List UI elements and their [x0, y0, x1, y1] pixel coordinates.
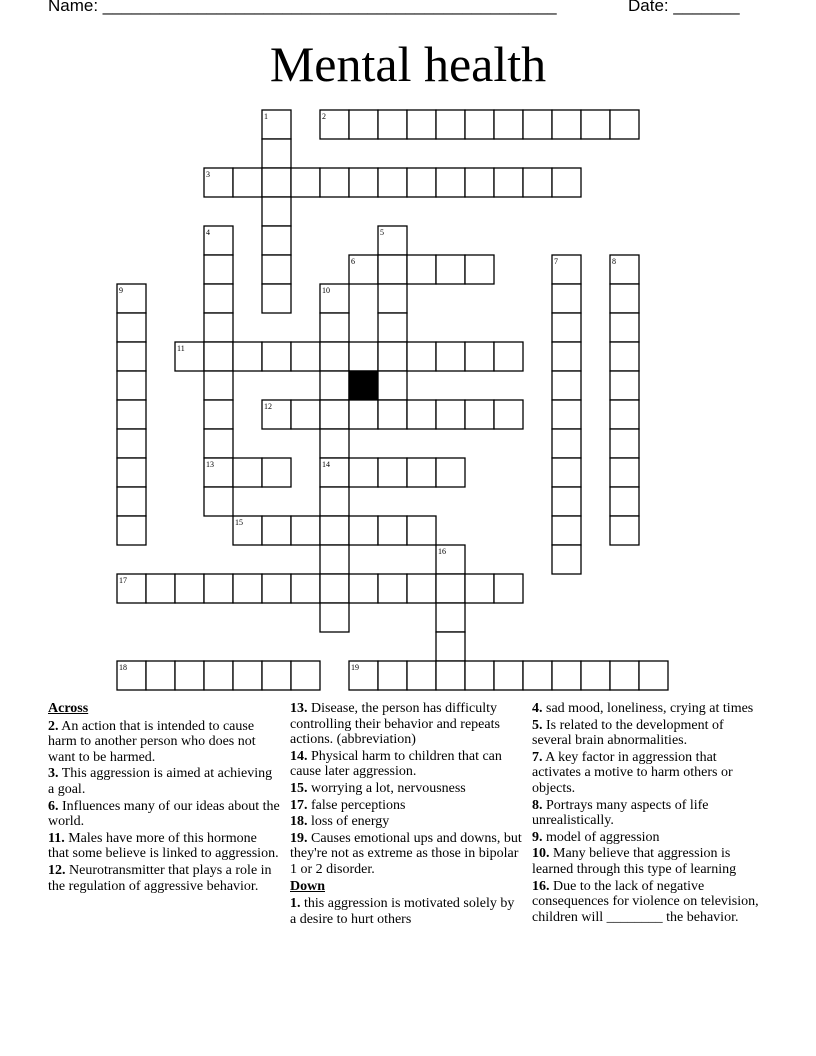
- clue-number: 5.: [532, 717, 543, 733]
- grid-cell[interactable]: [436, 545, 465, 574]
- clue-text: Due to the lack of negative consequences for violence on television, children will ________ the behavior.: [532, 878, 759, 925]
- page-title: Mental health: [269, 36, 547, 92]
- grid-cell[interactable]: [610, 400, 639, 429]
- grid-cell[interactable]: [523, 168, 552, 197]
- clue-item: [290, 701, 522, 748]
- grid-cell[interactable]: [204, 458, 233, 487]
- grid-cell[interactable]: [262, 400, 291, 429]
- clue-text: model of aggression: [542, 829, 660, 845]
- across-heading: Across: [48, 701, 89, 716]
- clue-text: Disease, the person has difficulty controlling their behavior and repeats actions. (abbreviation): [290, 701, 500, 748]
- cell-number: 7: [554, 257, 558, 266]
- grid-cell[interactable]: [610, 458, 639, 487]
- grid-cell[interactable]: [117, 458, 146, 487]
- grid-cell[interactable]: [552, 487, 581, 516]
- clue-item: [532, 798, 764, 829]
- cell-number: 4: [206, 228, 210, 237]
- clue-number: 11.: [48, 830, 65, 846]
- grid-cell[interactable]: [610, 313, 639, 342]
- grid-cell[interactable]: [117, 429, 146, 458]
- grid-cell[interactable]: [262, 574, 291, 603]
- clue-text: this aggression is motivated solely by a desire to hurt others: [290, 896, 515, 927]
- grid-cell[interactable]: [175, 661, 204, 690]
- grid-cell[interactable]: [320, 168, 349, 197]
- grid-cell[interactable]: [117, 371, 146, 400]
- cell-number: 15: [235, 518, 243, 527]
- grid-cell[interactable]: [436, 168, 465, 197]
- grid-cell[interactable]: [378, 168, 407, 197]
- clue-item: [532, 879, 764, 926]
- grid-cell[interactable]: [291, 661, 320, 690]
- grid-cell[interactable]: [494, 168, 523, 197]
- clue-number: 16.: [532, 878, 550, 894]
- grid-cell[interactable]: [204, 342, 233, 371]
- clue-number: 1.: [290, 896, 301, 912]
- clue-number: 9.: [532, 829, 543, 845]
- clue-text: An action that is intended to cause harm to another person who does not want to be harmed.: [48, 718, 256, 765]
- grid-cell[interactable]: [117, 313, 146, 342]
- grid-cell[interactable]: [204, 574, 233, 603]
- clue-item: [532, 830, 764, 846]
- grid-cell[interactable]: [320, 516, 349, 545]
- clue-item: [290, 749, 522, 780]
- cell-number: 3: [206, 170, 210, 179]
- grid-cell[interactable]: [552, 313, 581, 342]
- clue-column-2: [290, 701, 522, 928]
- grid-cell[interactable]: [262, 110, 291, 139]
- clue-item: [290, 896, 522, 927]
- grid-cell[interactable]: [117, 342, 146, 371]
- clue-text: Males have more of this hormone that some believe is linked to aggression.: [48, 830, 279, 862]
- grid-cell[interactable]: [233, 516, 262, 545]
- clue-number: 10.: [532, 846, 550, 862]
- grid-cell[interactable]: [378, 284, 407, 313]
- clue-text: Many believe that aggression is learned through this type of learning: [532, 846, 737, 877]
- grid-cell[interactable]: [378, 400, 407, 429]
- grid-cell[interactable]: [378, 110, 407, 139]
- grid-cell[interactable]: [320, 603, 349, 632]
- grid-cell[interactable]: [204, 429, 233, 458]
- grid-cell[interactable]: [349, 458, 378, 487]
- clue-text: Portrays many aspects of life unrealistically.: [532, 797, 709, 829]
- clue-item: [48, 799, 280, 830]
- grid-cell[interactable]: [552, 429, 581, 458]
- clue-number: 13.: [290, 701, 308, 716]
- clue-item: [290, 814, 522, 830]
- grid-cell[interactable]: [552, 400, 581, 429]
- grid-cell[interactable]: [320, 313, 349, 342]
- grid-cell[interactable]: [494, 110, 523, 139]
- grid-cell[interactable]: [436, 342, 465, 371]
- grid-cell[interactable]: [436, 632, 465, 661]
- clue-number: 18.: [290, 814, 308, 830]
- grid-cell[interactable]: [262, 661, 291, 690]
- grid-cell[interactable]: [552, 371, 581, 400]
- clue-text: Causes emotional ups and downs, but they're not as extreme as those in bipolar 1 or 2 disorder.: [290, 830, 522, 877]
- grid-cell[interactable]: [291, 400, 320, 429]
- clue-item: [290, 831, 522, 878]
- clue-item: [532, 750, 764, 797]
- clue-number: 14.: [290, 748, 308, 764]
- grid-cell[interactable]: [233, 574, 262, 603]
- grid-cell[interactable]: [436, 400, 465, 429]
- grid-cell[interactable]: [552, 168, 581, 197]
- grid-cell[interactable]: [436, 110, 465, 139]
- grid-cell[interactable]: [349, 661, 378, 690]
- grid-cell[interactable]: [378, 342, 407, 371]
- grid-cell[interactable]: [262, 255, 291, 284]
- grid-cell[interactable]: [436, 661, 465, 690]
- grid-cell[interactable]: [262, 458, 291, 487]
- cell-number: 19: [351, 663, 359, 672]
- grid-cell[interactable]: [291, 516, 320, 545]
- grid-cell[interactable]: [639, 661, 668, 690]
- cell-number: 16: [438, 547, 446, 556]
- clue-number: 6.: [48, 798, 59, 814]
- clue-text: sad mood, loneliness, crying at times: [542, 701, 754, 716]
- grid-cell[interactable]: [465, 168, 494, 197]
- grid-cell[interactable]: [262, 168, 291, 197]
- grid-cell[interactable]: [552, 458, 581, 487]
- grid-cell[interactable]: [320, 458, 349, 487]
- grid-cell[interactable]: [320, 429, 349, 458]
- grid-cell[interactable]: [494, 661, 523, 690]
- grid-cell[interactable]: [320, 284, 349, 313]
- grid-cell[interactable]: [204, 371, 233, 400]
- grid-cell[interactable]: [262, 197, 291, 226]
- grid-cell[interactable]: [117, 284, 146, 313]
- clue-text: loss of energy: [307, 814, 390, 830]
- grid-cell[interactable]: [378, 313, 407, 342]
- grid-cell[interactable]: [204, 255, 233, 284]
- grid-cell[interactable]: [233, 342, 262, 371]
- grid-cell[interactable]: [204, 487, 233, 516]
- grid-cell[interactable]: [349, 574, 378, 603]
- name-field[interactable]: Name: ________________________________________________: [48, 0, 557, 15]
- grid-cell[interactable]: [581, 661, 610, 690]
- grid-cell[interactable]: [175, 574, 204, 603]
- cell-number: 9: [119, 286, 123, 295]
- grid-cell[interactable]: [378, 516, 407, 545]
- grid-cell[interactable]: [494, 574, 523, 603]
- grid-cell[interactable]: [262, 284, 291, 313]
- grid-cell[interactable]: [262, 342, 291, 371]
- grid-cell[interactable]: [610, 487, 639, 516]
- grid-cell[interactable]: [204, 400, 233, 429]
- clue-item: [532, 701, 764, 717]
- grid-cell[interactable]: [349, 516, 378, 545]
- grid-cell[interactable]: [378, 574, 407, 603]
- grid-cell[interactable]: [320, 110, 349, 139]
- clue-text: false perceptions: [307, 797, 406, 813]
- cell-number: 5: [380, 228, 384, 237]
- grid-cell[interactable]: [494, 400, 523, 429]
- grid-cell[interactable]: [436, 458, 465, 487]
- grid-cell[interactable]: [407, 516, 436, 545]
- grid-cell[interactable]: [523, 110, 552, 139]
- grid-cell[interactable]: [291, 574, 320, 603]
- grid-cell[interactable]: [552, 661, 581, 690]
- grid-cell[interactable]: [378, 255, 407, 284]
- grid-cell[interactable]: [117, 400, 146, 429]
- grid-cell[interactable]: [320, 342, 349, 371]
- grid-cell[interactable]: [465, 110, 494, 139]
- blocked-cell: [349, 371, 378, 400]
- clue-item: [48, 766, 280, 797]
- cell-number: 12: [264, 402, 272, 411]
- grid-cell[interactable]: [465, 342, 494, 371]
- grid-cell[interactable]: [407, 255, 436, 284]
- clue-number: 15.: [290, 780, 308, 796]
- grid-cell[interactable]: [175, 342, 204, 371]
- grid-cell[interactable]: [465, 400, 494, 429]
- clue-text: This aggression is aimed at achieving a goal.: [48, 766, 273, 797]
- grid-cell[interactable]: [117, 516, 146, 545]
- grid-cell[interactable]: [320, 545, 349, 574]
- grid-cell[interactable]: [436, 574, 465, 603]
- down-heading: Down: [290, 878, 326, 894]
- date-field[interactable]: Date: _______: [628, 0, 740, 15]
- clue-number: 4.: [532, 701, 543, 716]
- grid-cell[interactable]: [262, 226, 291, 255]
- grid-cell[interactable]: [552, 516, 581, 545]
- clue-text: Neurotransmitter that plays a role in the regulation of aggressive behavior.: [48, 862, 272, 894]
- clue-number: 19.: [290, 830, 308, 846]
- cell-number: 17: [119, 576, 127, 585]
- grid-cell[interactable]: [581, 110, 610, 139]
- grid-cell[interactable]: [407, 661, 436, 690]
- grid-cell[interactable]: [436, 603, 465, 632]
- grid-cell[interactable]: [378, 661, 407, 690]
- grid-cell[interactable]: [465, 255, 494, 284]
- grid-cell[interactable]: [610, 371, 639, 400]
- clue-item: [290, 781, 522, 797]
- clue-number: 2.: [48, 718, 59, 734]
- clue-item: [48, 831, 280, 862]
- grid-cell[interactable]: [262, 516, 291, 545]
- grid-cell[interactable]: [494, 342, 523, 371]
- cell-number: 2: [322, 112, 326, 121]
- cell-number: 14: [322, 460, 330, 469]
- grid-cell[interactable]: [610, 284, 639, 313]
- cell-number: 11: [177, 344, 185, 353]
- clue-number: 3.: [48, 766, 59, 782]
- grid-cell[interactable]: [204, 226, 233, 255]
- grid-cell[interactable]: [610, 342, 639, 371]
- grid-cell[interactable]: [233, 458, 262, 487]
- grid-cell[interactable]: [552, 255, 581, 284]
- grid-cell[interactable]: [610, 255, 639, 284]
- grid-cell[interactable]: [378, 458, 407, 487]
- grid-cell[interactable]: [320, 371, 349, 400]
- grid-cell[interactable]: [552, 284, 581, 313]
- grid-cell[interactable]: [320, 400, 349, 429]
- grid-cell[interactable]: [233, 168, 262, 197]
- grid-cell[interactable]: [552, 342, 581, 371]
- clue-item: [532, 718, 764, 749]
- grid-cell[interactable]: [407, 342, 436, 371]
- grid-cell[interactable]: [610, 110, 639, 139]
- grid-cell[interactable]: [378, 371, 407, 400]
- clue-number: 8.: [532, 797, 543, 813]
- cell-number: 13: [206, 460, 214, 469]
- grid-cell[interactable]: [117, 574, 146, 603]
- grid-cell[interactable]: [204, 284, 233, 313]
- clue-number: 17.: [290, 797, 308, 813]
- grid-cell[interactable]: [407, 400, 436, 429]
- cell-number: 18: [119, 663, 127, 672]
- grid-cell[interactable]: [436, 255, 465, 284]
- grid-cell[interactable]: [349, 255, 378, 284]
- grid-cell[interactable]: [523, 661, 552, 690]
- grid-cell[interactable]: [320, 574, 349, 603]
- grid-cell[interactable]: [204, 168, 233, 197]
- grid-cell[interactable]: [407, 574, 436, 603]
- clue-text: Is related to the development of several brain abnormalities.: [532, 717, 724, 749]
- grid-cell[interactable]: [465, 574, 494, 603]
- grid-cell[interactable]: [146, 574, 175, 603]
- clue-item: [290, 798, 522, 814]
- grid-cell[interactable]: [320, 487, 349, 516]
- clue-item: [48, 863, 280, 894]
- grid-cell[interactable]: [610, 661, 639, 690]
- grid-cell[interactable]: [465, 661, 494, 690]
- grid-cell[interactable]: [291, 342, 320, 371]
- grid-cell[interactable]: [552, 110, 581, 139]
- clue-text: Influences many of our ideas about the world.: [48, 798, 280, 830]
- grid-cell[interactable]: [233, 661, 262, 690]
- clue-text: A key factor in aggression that activates a motive to harm others or objects.: [532, 749, 733, 796]
- grid-cell[interactable]: [610, 516, 639, 545]
- grid-cell[interactable]: [117, 661, 146, 690]
- grid-cell[interactable]: [117, 487, 146, 516]
- cell-number: 1: [264, 112, 268, 121]
- grid-cell[interactable]: [204, 313, 233, 342]
- grid-cell[interactable]: [146, 661, 175, 690]
- clue-column-3: [532, 701, 764, 926]
- cell-number: 6: [351, 257, 355, 266]
- grid-cell[interactable]: [349, 110, 378, 139]
- grid-cell[interactable]: [407, 110, 436, 139]
- grid-cell[interactable]: [349, 400, 378, 429]
- clue-text: Physical harm to children that can cause later aggression.: [290, 748, 502, 780]
- clue-item: [48, 719, 280, 766]
- grid-cell[interactable]: [204, 661, 233, 690]
- clue-number: 7.: [532, 749, 543, 765]
- grid-cell[interactable]: [610, 429, 639, 458]
- clue-item: [532, 846, 764, 877]
- grid-cell[interactable]: [407, 458, 436, 487]
- clue-number: 12.: [48, 862, 66, 878]
- grid-cell[interactable]: [291, 168, 320, 197]
- clue-column-1: [48, 701, 280, 895]
- grid-cell[interactable]: [552, 545, 581, 574]
- grid-cell[interactable]: [378, 226, 407, 255]
- grid-cell[interactable]: [262, 139, 291, 168]
- grid-cell[interactable]: [407, 168, 436, 197]
- grid-cell[interactable]: [349, 168, 378, 197]
- cell-number: 10: [322, 286, 330, 295]
- clue-text: worrying a lot, nervousness: [307, 780, 466, 796]
- cell-number: 8: [612, 257, 616, 266]
- grid-cell[interactable]: [349, 342, 378, 371]
